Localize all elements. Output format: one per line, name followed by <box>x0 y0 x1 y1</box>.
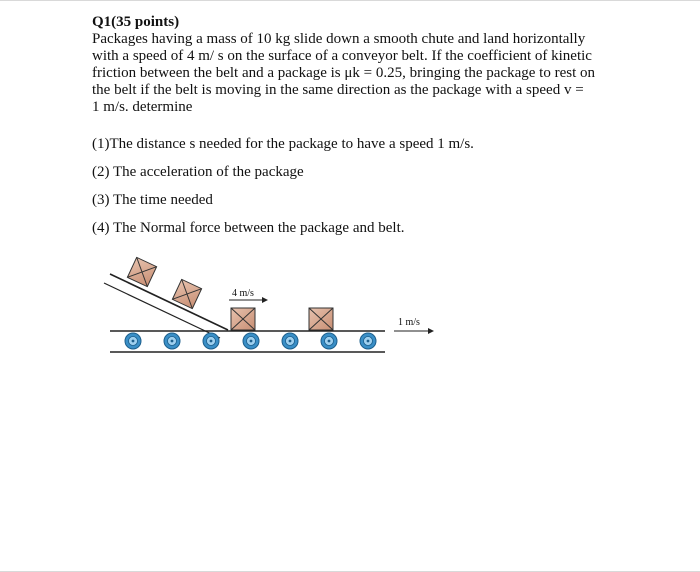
statement-line-4: the belt if the belt is moving in the same direction as the package with a speed v = <box>92 82 584 98</box>
belt-speed-arrow <box>394 328 434 334</box>
belt-package-2 <box>309 308 333 330</box>
part-3: (3) The time needed <box>92 192 213 208</box>
roller-6 <box>321 333 337 349</box>
statement-line-2: with a speed of 4 m/ s on the surface of a conveyor belt. If the coefficient of kinetic <box>92 48 592 64</box>
belt-speed-label: 1 m/s <box>398 317 420 328</box>
statement-line-1: Packages having a mass of 10 kg slide down a smooth chute and land horizontally <box>92 31 586 47</box>
chute-package-1 <box>127 257 156 286</box>
part-4: (4) The Normal force between the package and belt. <box>92 220 405 236</box>
roller-2 <box>164 333 180 349</box>
belt-package-1 <box>231 308 255 330</box>
chute-speed-label: 4 m/s <box>232 288 254 299</box>
roller-3 <box>203 333 219 349</box>
part-1: (1)The distance s needed for the package to have a speed 1 m/s. <box>92 136 474 152</box>
statement-line-3: friction between the belt and a package is μk = 0.25, bringing the package to rest on <box>92 65 596 81</box>
chute-package-2 <box>172 279 201 308</box>
chute <box>104 274 228 338</box>
question-title: Q1(35 points) <box>92 14 180 30</box>
part-2: (2) The acceleration of the package <box>92 164 304 180</box>
roller-7 <box>360 333 376 349</box>
roller-1 <box>125 333 141 349</box>
roller-4 <box>243 333 259 349</box>
statement-line-5: 1 m/s. determine <box>92 99 193 115</box>
roller-5 <box>282 333 298 349</box>
